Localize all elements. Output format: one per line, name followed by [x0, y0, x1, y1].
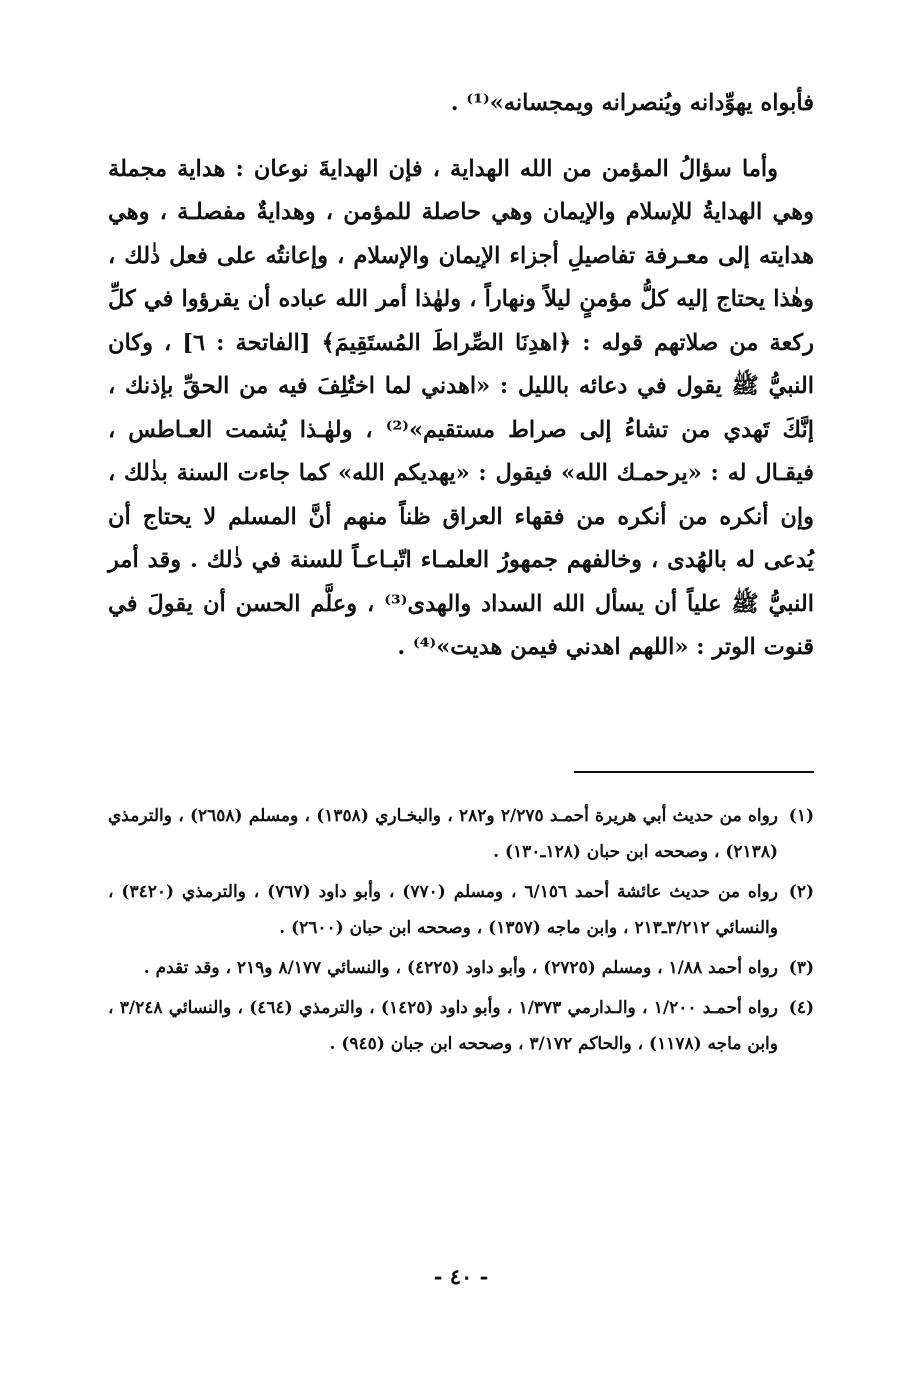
main-text [108, 82, 814, 670]
footnote-number: (٢) [788, 882, 814, 902]
footnote-text: رواه أحمـد ١/٢٠٠ ، والـدارمي ١/٣٧٣ ، وأبو داود (١٤٢٥) ، والترمذي (٤٦٤) ، والنسائي ٣/٢٤٨ ، وابن ماجه (١١٧٨) ، والحاكم ٣/١٧٢ ، وصححه ابن جبان (٩٤٥) . [108, 998, 779, 1054]
continuation-line: فأبواه يهوِّدانه ويُنصرانه ويمجسانه»⁽¹⁾ . [450, 90, 814, 116]
footnote-text: رواه أحمد ١/٨٨ ، ومسلم (٢٧٢٥) ، وأبو داود (٤٢٢٥) ، والنسائي ٨/١٧٧ و٢١٩ ، وقد تقدم . [143, 958, 778, 978]
footnote-text: رواه من حديث عائشة أحمد ٦/١٥٦ ، ومسلم (٧٧٠) ، وأبو داود (٧٦٧) ، والترمذي (٣٤٢٠) ، والنسائي ٣/٢١٢ـ٢١٣ ، وابن ماجه (١٣٥٧) ، وصححه ابن حبان (٢٦٠٠) . [108, 882, 778, 938]
footnote-number: (١) [788, 806, 814, 826]
footnote-separator [574, 771, 814, 773]
footnote-text: رواه من حديث أبي هريرة أحمـد ٢/٢٧٥ و٢٨٢ ، والبخـاري (١٣٥٨) ، ومسلم (٢٦٥٨) ، والترمذي (٢١٣٨) ، وصححه ابن حبان (١٢٨ـ١٣٠) . [108, 806, 778, 862]
paragraph-guidance: وأما سؤالُ المؤمن من الله الهداية ، فإن الهدايةَ نوعان : هداية مجملة وهي الهدايةُ للإسلام والإيمان وهي حاصلة للمؤمن ، وهدايةٌ مفصلـة ، وهي هدايته إلى معـرفة تفاصيلِ أجزاء الإيمان والإسلام ، وإعانتُه على فعل ذٰلك ، وهٰذا يحتاج إليه كلُّ مؤمنٍ ليلاً ونهاراً ، ولهٰذا أمر الله عباده أن يقرؤوا في كلِّ ركعة من صلاتهم قوله : ﴿اهدِنَا الصِّراطَ المُستَقِيمَ﴾ [الفاتحة : ٦] ، وكان النبيُّ ﷺ يقول في دعائه بالليل : «اهدني لما اختُلِفَ فيه من الحقِّ بإذنك ، إنَّكَ تَهدي من تشاءُ إلى صراط مستقيم»⁽²⁾ ، ولهٰـذا يُشمت العـاطس ، فيقـال له : «يرحمـك الله» فيقول : «يهديكم الله» كما جاءت السنة بذٰلك ، وإن أنكره من أنكره من فقهاء العراق ظناً منهم أنَّ المسلم لا يحتاج أن يُدعى له بالهُدى ، وخالفهم جمهورُ العلمـاء اتّبـاعـاً للسنة في ذٰلك . وقد أمر النبيُّ ﷺ علياً أن يسأل الله السداد والهدى⁽³⁾ ، وعلَّم الحسن أن يقولَ في قنوت الوتر : «اللهم اهدني فيمن هديت»⁽⁴⁾ . [108, 155, 814, 660]
footnote-1 [108, 798, 814, 870]
footnote-number: (٤) [788, 998, 814, 1018]
footnote-number: (٣) [788, 958, 814, 978]
footnote-4 [108, 990, 814, 1062]
page-number: - ٤٠ - [433, 1264, 489, 1289]
footnote-3 [108, 950, 814, 986]
footnotes [108, 798, 814, 1066]
footnote-2 [108, 874, 814, 946]
